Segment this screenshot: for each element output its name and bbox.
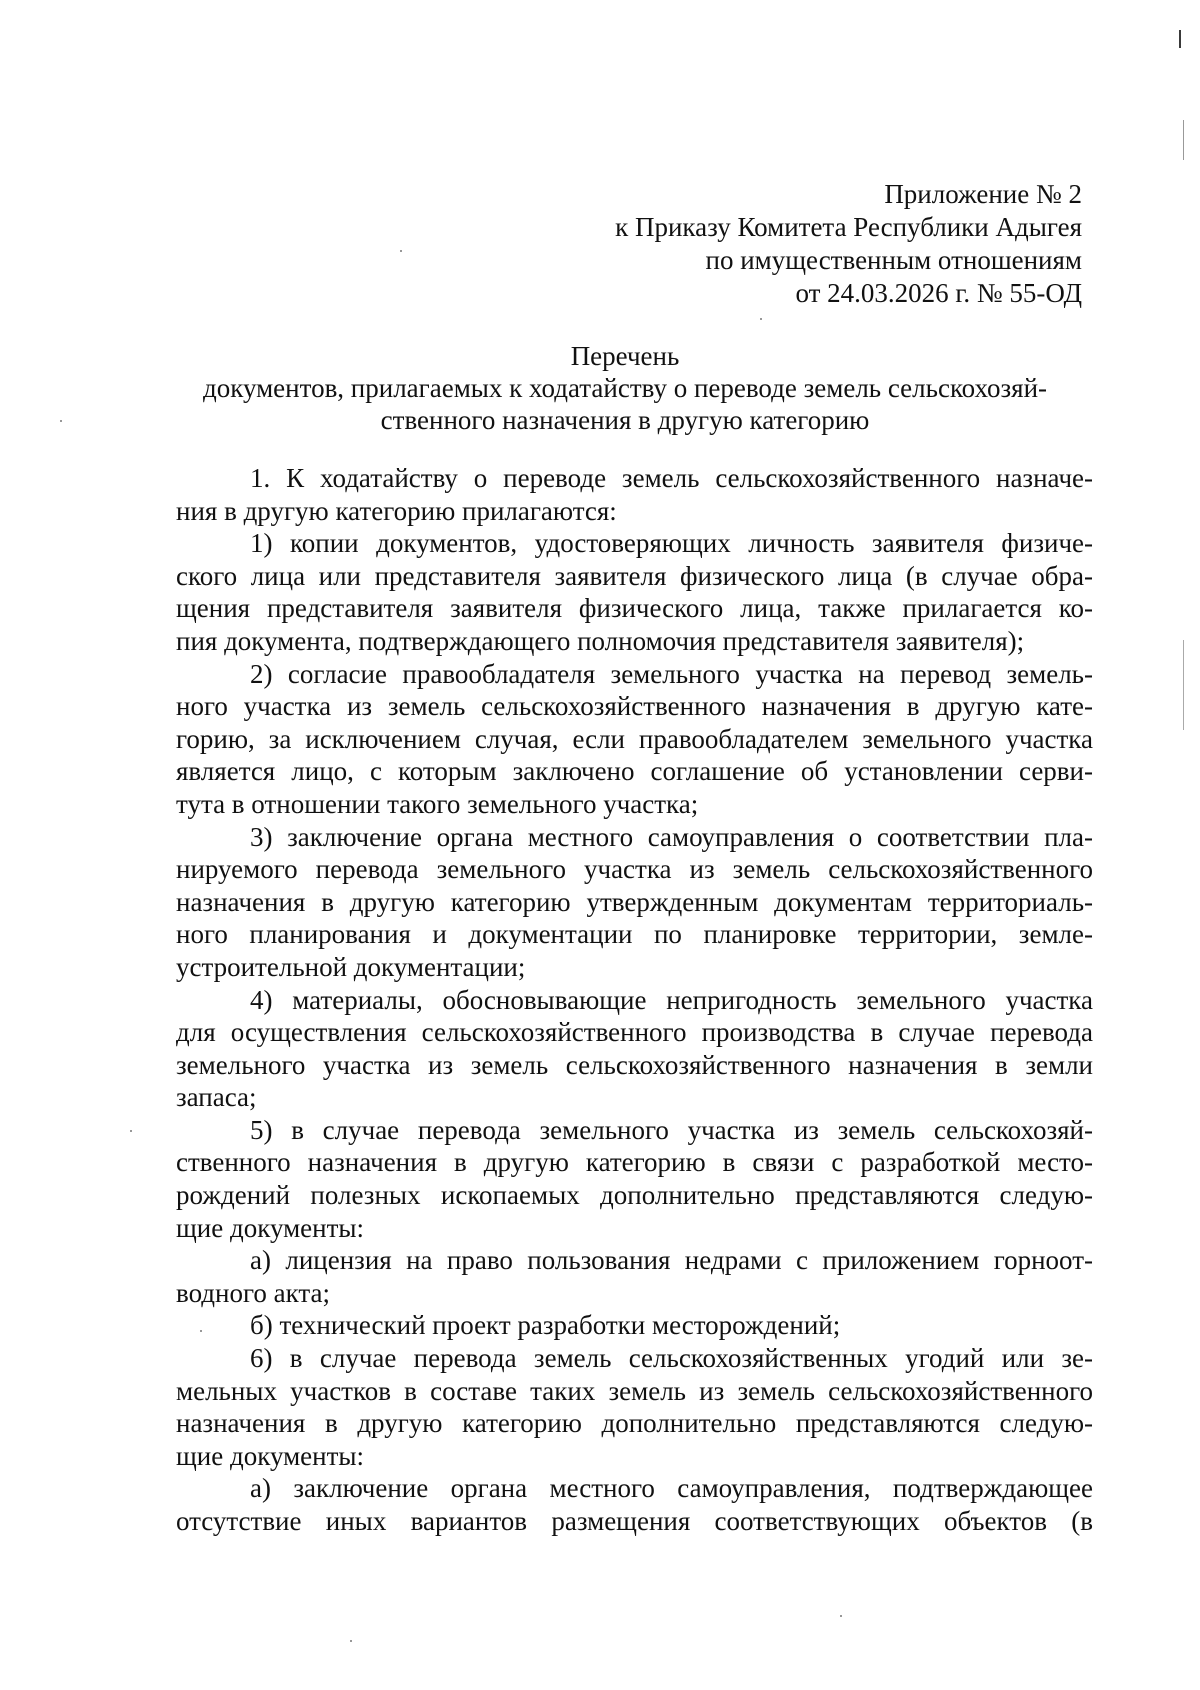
paragraph-line: отсутствие иных вариантов размещения соответствующих объектов (в bbox=[176, 1506, 1093, 1536]
paragraph-line: 4) материалы, обосновывающие непригодность земельного участка bbox=[250, 984, 1093, 1015]
paragraph-line: 2) согласие правообладателя земельного участка на перевод земель- bbox=[250, 658, 1093, 689]
paragraph-line: 1. К ходатайству о переводе земель сельскохозяйственного назначе- bbox=[250, 463, 1093, 493]
paragraph-line: водного акта; bbox=[176, 1277, 330, 1308]
paragraph-line: земельного участка из земель сельскохозяйственного назначения в земли bbox=[176, 1049, 1093, 1080]
scan-edge-mark bbox=[1179, 30, 1181, 48]
appendix-header bbox=[615, 178, 1082, 310]
paragraph-line: б) технический проект разработки месторождений; bbox=[250, 1310, 841, 1341]
appendix-committee: по имущественным отношениям bbox=[705, 245, 1082, 275]
scan-speck bbox=[760, 318, 762, 320]
paragraph-line: 1) копии документов, удостоверяющих личность заявителя физиче- bbox=[250, 528, 1093, 559]
paragraph-line: запаса; bbox=[176, 1082, 257, 1113]
paragraph-line: пия документа, подтверждающего полномочия представителя заявителя); bbox=[176, 625, 1025, 656]
paragraph-line: 6) в случае перевода земель сельскохозяйственных угодий или зе- bbox=[250, 1343, 1093, 1374]
scan-speck bbox=[400, 250, 402, 252]
paragraph-line: устроительной документации; bbox=[176, 951, 526, 982]
paragraph-line: а) заключение органа местного самоуправления, подтверждающее bbox=[250, 1473, 1093, 1504]
scan-speck bbox=[350, 1640, 352, 1642]
title-subheading-line: документов, прилагаемых к ходатайству о переводе земель сельскохозяй- bbox=[202, 373, 1048, 403]
scan-edge-mark bbox=[1183, 120, 1184, 160]
scan-speck bbox=[840, 1615, 842, 1617]
paragraph-line: щие документы: bbox=[176, 1212, 365, 1243]
paragraph-line: назначения в другую категорию утвержденным документам территориаль- bbox=[176, 886, 1093, 917]
title-subheading-line: ственного назначения в другую категорию bbox=[380, 405, 870, 435]
paragraph-line: ного участка из земель сельскохозяйственного назначения в другую кате- bbox=[176, 691, 1093, 722]
paragraph-line: ского лица или представителя заявителя физического лица (в случае обра- bbox=[176, 560, 1093, 591]
document-body bbox=[176, 462, 1093, 1538]
paragraph-line: ного планирования и документации по планировке территории, земле- bbox=[176, 919, 1093, 950]
title-heading: Перечень bbox=[570, 341, 680, 371]
paragraph-line: тута в отношении такого земельного участка; bbox=[176, 788, 699, 819]
scan-speck bbox=[60, 420, 62, 422]
paragraph-line: ственного назначения в другую категорию в связи с разработкой место- bbox=[176, 1147, 1093, 1178]
paragraph-line: 3) заключение органа местного самоуправления о соответствии пла- bbox=[250, 821, 1093, 852]
scan-edge-mark bbox=[1183, 640, 1184, 730]
paragraph-line: щие документы: bbox=[176, 1440, 365, 1471]
scan-speck bbox=[130, 1130, 132, 1132]
document-title bbox=[160, 340, 1090, 436]
paragraph-line: рождений полезных ископаемых дополнительно представляются следую- bbox=[176, 1180, 1093, 1211]
paragraph-line: горию, за исключением случая, если правообладателем земельного участка bbox=[176, 723, 1093, 754]
paragraph-line: а) лицензия на право пользования недрами с приложением горноот- bbox=[250, 1245, 1093, 1276]
appendix-number: Приложение № 2 bbox=[884, 179, 1082, 209]
appendix-date-number: от 24.03.2026 г. № 55-ОД bbox=[795, 278, 1082, 308]
paragraph-line: 5) в случае перевода земельного участка из земель сельскохозяй- bbox=[250, 1114, 1093, 1145]
paragraph-line: назначения в другую категорию дополнительно представляются следую- bbox=[176, 1408, 1093, 1439]
paragraph-line: мельных участков в составе таких земель из земель сельскохозяйственного bbox=[176, 1375, 1093, 1406]
paragraph-line: щения представителя заявителя физического лица, также прилагается ко- bbox=[176, 593, 1093, 624]
paragraph-line: нируемого перевода земельного участка из земель сельскохозяйственного bbox=[176, 854, 1093, 885]
paragraph-line: для осуществления сельскохозяйственного производства в случае перевода bbox=[176, 1017, 1093, 1048]
appendix-order-reference: к Приказу Комитета Республики Адыгея bbox=[615, 212, 1082, 242]
paragraph-line: является лицо, с которым заключено соглашение об установлении серви- bbox=[176, 756, 1093, 787]
paragraph-line: ния в другую категорию прилагаются: bbox=[176, 495, 617, 526]
